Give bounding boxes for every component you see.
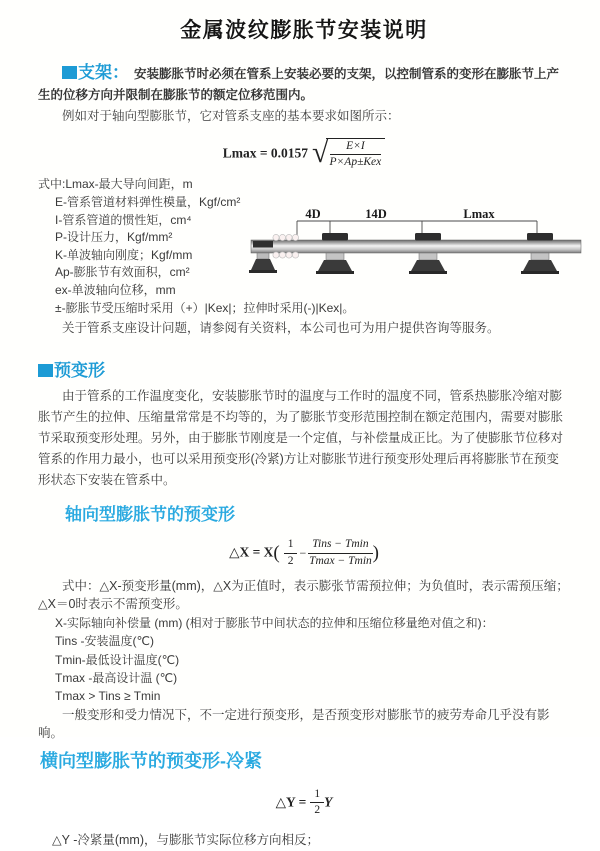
formula-rhs: Y bbox=[324, 793, 333, 809]
formula-lhs: △X = X bbox=[229, 544, 274, 560]
temp-definition: Tmax -最高设计温 (℃) bbox=[55, 670, 178, 685]
half-fraction bbox=[284, 538, 298, 567]
x-definition: X-实际轴向补偿量 (mm) (相对于膨胀节中间状态的拉伸和压缩位移量绝对值之和)： bbox=[55, 615, 494, 630]
page-title: 金属波纹膨胀节安装说明 bbox=[180, 19, 428, 42]
axial-predeform-formula bbox=[38, 538, 570, 567]
temp-definition: Tins -安装温度(℃) bbox=[55, 634, 155, 649]
dim-label-14d: 14D bbox=[365, 207, 387, 222]
temp-relation: Tmax > Tins ≥ Tmin bbox=[55, 689, 161, 704]
axial-note: 式中：△X-预变形量(mm)，△X为正值时，表示膨张节需预拉伸；为负值时，表示需预压缩；△X＝0时表示不需预变形。 bbox=[38, 578, 569, 612]
half-fraction bbox=[310, 788, 324, 817]
general-note: 一般变形和受力情况下，不一定进行预变形，是否预变形对膨胀节的疲劳寿命几乎没有影响。 bbox=[38, 707, 550, 741]
radical-sign: √ bbox=[312, 135, 329, 169]
section-square-icon bbox=[62, 66, 77, 79]
y-definition: △Y -冷紧量(mm)，与膨胀节实际位移方向相反； bbox=[52, 832, 320, 847]
pipe-support-diagram bbox=[245, 206, 595, 311]
fraction-numerator: E×I bbox=[330, 140, 382, 155]
definition-item: E-管系管道材料弹性模量，Kgf/cm² bbox=[55, 195, 241, 210]
definitions-and-diagram bbox=[38, 176, 570, 317]
predeform-heading-label: 预变形 bbox=[54, 361, 105, 381]
definition-item: ex-单波轴向位移，mm bbox=[55, 283, 176, 297]
definition-item: P-设计压力，Kgf/mm² bbox=[55, 230, 173, 245]
section-square-icon bbox=[38, 364, 53, 377]
anchor-support bbox=[249, 241, 277, 273]
guide-support bbox=[409, 233, 447, 274]
support-section-heading: 支架： bbox=[78, 63, 129, 82]
fraction-denominator: 2 bbox=[287, 554, 294, 567]
predeform-section-heading bbox=[38, 356, 570, 381]
dim-label-lmax: Lmax bbox=[463, 207, 495, 222]
fraction-denominator: 2 bbox=[314, 803, 321, 816]
predeform-paragraph: 由于管系的工作温度变化，安装膨胀节时的温度与工作时的温度不同，管系热膨胀冷缩对膨胀节产生的拉伸、压缩量常常是不均等的，为了膨胀节变形范围控制在额定范围内，需要对膨胀节采取预变形处理。另外，由于膨胀节刚度是一个定值，与补偿量成正比。为了使膨胀节位移对管系的作用力最小，也可以采用预变形(冷紧)方让对膨胀节进行预变形处理后再将膨胀节在预变形状态下安装在管系中。 bbox=[38, 389, 564, 488]
guide-spacing-formula bbox=[38, 135, 570, 169]
support-intro-text: 安装膨胀节时必须在管系上安装必要的支架，以控制管系的变形在膨胀节上产生的位移方向并限制在膨胀节的额定位移范围内。 bbox=[38, 67, 560, 102]
formula-lhs: △Y = bbox=[275, 793, 307, 809]
fraction-numerator: 1 bbox=[284, 538, 298, 553]
guide-support bbox=[316, 233, 354, 274]
temperature-fraction bbox=[308, 538, 372, 567]
definition-item: 式中:Lmax-最大导向间距，m bbox=[38, 177, 193, 192]
lateral-subheading: 横向型膨胀节的预变形-冷紧 bbox=[40, 750, 262, 771]
lateral-predeform-formula bbox=[38, 788, 570, 817]
definition-item: I-管系管道的惯性矩，cm⁴ bbox=[55, 212, 192, 227]
definition-item: K-单波轴向刚度；Kgf/mm bbox=[55, 247, 193, 262]
fraction-numerator: 1 bbox=[310, 788, 324, 803]
fraction bbox=[330, 140, 382, 169]
fraction-numerator: Tins − Tmin bbox=[308, 538, 372, 553]
close-paren: ) bbox=[372, 542, 379, 564]
temp-definition: Tmin-最低设计温度(℃) bbox=[55, 652, 180, 667]
axial-subheading: 轴向型膨胀节的预变形 bbox=[65, 505, 235, 525]
support-intro-paragraph bbox=[38, 62, 570, 106]
open-paren: ( bbox=[273, 542, 280, 564]
guide-support bbox=[521, 233, 559, 274]
fraction-denominator: Tmax − Tmin bbox=[309, 554, 372, 567]
support-example-line: 例如对于轴向型膨胀节，它对管系支座的基本要求如图所示： bbox=[62, 109, 400, 123]
support-closing-line: 关于管系支座设计问题，请参阅有关资料，本公司也可为用户提供咨询等服务。 bbox=[62, 321, 500, 336]
pipe bbox=[251, 240, 581, 253]
radicand bbox=[326, 138, 386, 169]
dim-label-4d: 4D bbox=[305, 207, 321, 222]
minus-operator: − bbox=[299, 545, 307, 560]
definition-item: ±-膨胀节受压缩时采用（+）|Kex|；拉伸时采用(-)|Kex|。 bbox=[55, 300, 355, 315]
definition-item: Ap-膨胀节有效面积，cm² bbox=[55, 265, 190, 280]
fraction-denominator: P×Ap±Kex bbox=[329, 156, 382, 169]
formula-lhs: Lmax = 0.0157 bbox=[222, 145, 309, 161]
